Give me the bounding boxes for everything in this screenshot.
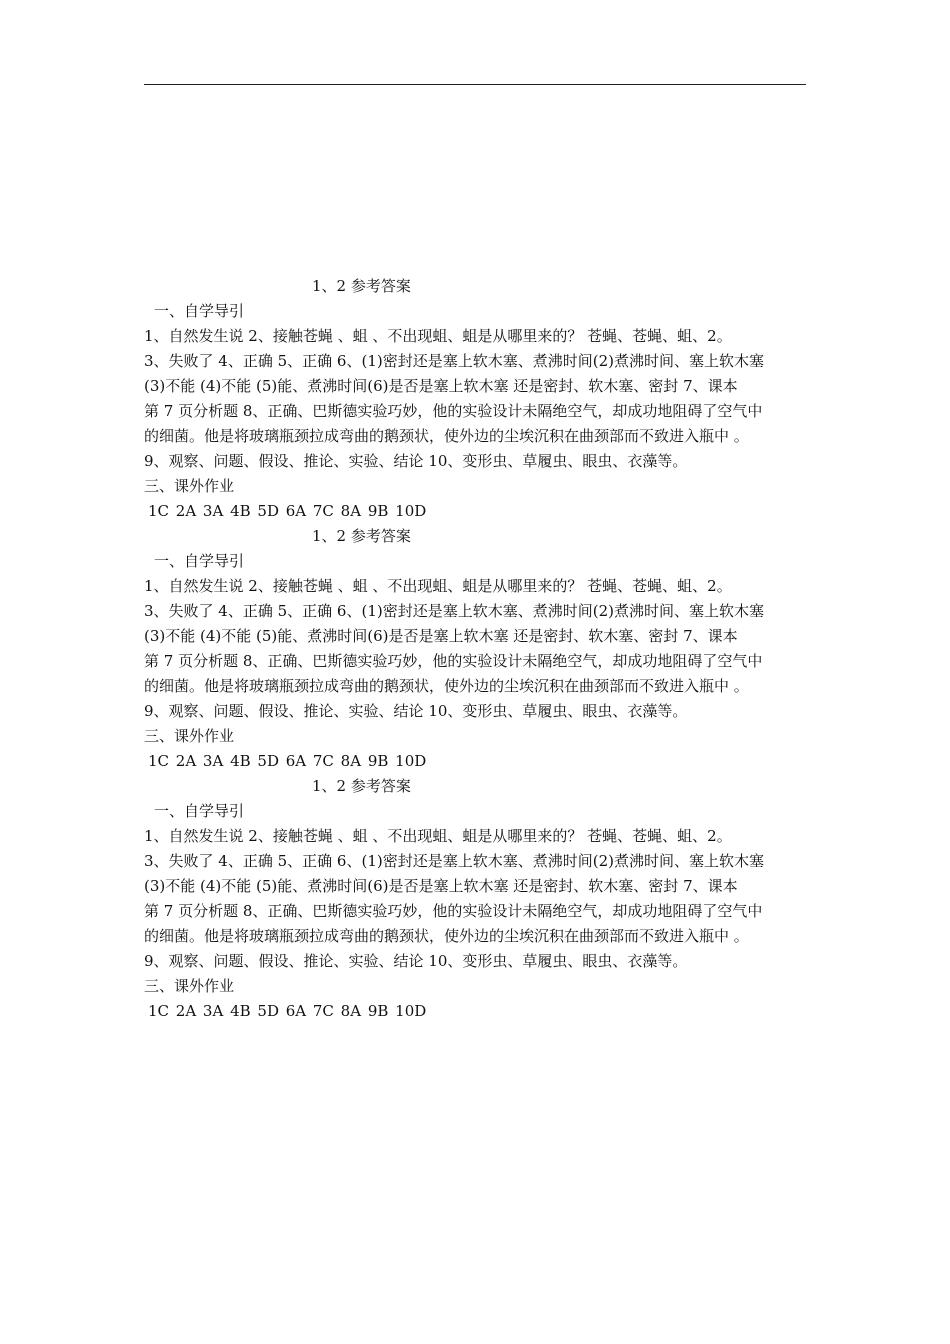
- section-heading-self-study: 一、自学导引: [154, 802, 245, 820]
- section-heading-self-study: 一、自学导引: [154, 552, 245, 570]
- answer-block: [144, 774, 816, 1024]
- answer-line: 1、自然发生说 2、接触苍蝇 、蛆 、不出现蛆、蛆是从哪里来的？ 苍蝇、苍蝇、蛆、2。: [144, 577, 732, 595]
- answer-line: 9、观察、问题、假设、推论、实验、结论 10、变形虫、草履虫、眼虫、衣藻等。: [144, 952, 688, 970]
- answer-line: (3)不能 (4)不能 (5)能、煮沸时间(6)是否是塞上软木塞 还是密封、软木塞、密封 7、课本: [144, 377, 738, 395]
- answer-line: 的细菌。他是将玻璃瓶颈拉成弯曲的鹅颈状，使外边的尘埃沉积在曲颈部而不致进入瓶中 。: [144, 927, 749, 945]
- section-heading-homework: 三、课外作业: [144, 477, 235, 495]
- answer-line: 第 7 页分析题 8、正确、巴斯德实验巧妙，他的实验设计未隔绝空气，却成功地阻碍了空气中: [144, 402, 763, 420]
- answer-line: (3)不能 (4)不能 (5)能、煮沸时间(6)是否是塞上软木塞 还是密封、软木塞、密封 7、课本: [144, 877, 738, 895]
- homework-answers: 1C 2A 3A 4B 5D 6A 7C 8A 9B 10D: [148, 502, 427, 520]
- block-title: 1、2 参考答案: [312, 777, 411, 795]
- answer-line: 9、观察、问题、假设、推论、实验、结论 10、变形虫、草履虫、眼虫、衣藻等。: [144, 702, 688, 720]
- answer-line: 的细菌。他是将玻璃瓶颈拉成弯曲的鹅颈状，使外边的尘埃沉积在曲颈部而不致进入瓶中 。: [144, 427, 749, 445]
- homework-answers: 1C 2A 3A 4B 5D 6A 7C 8A 9B 10D: [148, 1002, 427, 1020]
- section-heading-homework: 三、课外作业: [144, 727, 235, 745]
- answer-line: (3)不能 (4)不能 (5)能、煮沸时间(6)是否是塞上软木塞 还是密封、软木塞、密封 7、课本: [144, 627, 738, 645]
- header-rule: [144, 84, 806, 85]
- answer-block: [144, 524, 816, 774]
- section-heading-self-study: 一、自学导引: [154, 302, 245, 320]
- block-title: 1、2 参考答案: [312, 277, 411, 295]
- answer-line: 3、失败了 4、正确 5、正确 6、(1)密封还是塞上软木塞、煮沸时间(2)煮沸时间、塞上软木塞: [144, 852, 764, 870]
- answer-line: 1、自然发生说 2、接触苍蝇 、蛆 、不出现蛆、蛆是从哪里来的？ 苍蝇、苍蝇、蛆、2。: [144, 327, 732, 345]
- answer-line: 3、失败了 4、正确 5、正确 6、(1)密封还是塞上软木塞、煮沸时间(2)煮沸时间、塞上软木塞: [144, 352, 764, 370]
- answer-line: 9、观察、问题、假设、推论、实验、结论 10、变形虫、草履虫、眼虫、衣藻等。: [144, 452, 688, 470]
- answer-line: 1、自然发生说 2、接触苍蝇 、蛆 、不出现蛆、蛆是从哪里来的？ 苍蝇、苍蝇、蛆、2。: [144, 827, 732, 845]
- answer-line: 第 7 页分析题 8、正确、巴斯德实验巧妙，他的实验设计未隔绝空气，却成功地阻碍了空气中: [144, 652, 763, 670]
- answer-line: 的细菌。他是将玻璃瓶颈拉成弯曲的鹅颈状，使外边的尘埃沉积在曲颈部而不致进入瓶中 。: [144, 677, 749, 695]
- section-heading-homework: 三、课外作业: [144, 977, 235, 995]
- block-title: 1、2 参考答案: [312, 527, 411, 545]
- homework-answers: 1C 2A 3A 4B 5D 6A 7C 8A 9B 10D: [148, 752, 427, 770]
- document-body: [144, 274, 816, 1024]
- answer-block: [144, 274, 816, 524]
- answer-line: 3、失败了 4、正确 5、正确 6、(1)密封还是塞上软木塞、煮沸时间(2)煮沸时间、塞上软木塞: [144, 602, 764, 620]
- answer-line: 第 7 页分析题 8、正确、巴斯德实验巧妙，他的实验设计未隔绝空气，却成功地阻碍了空气中: [144, 902, 763, 920]
